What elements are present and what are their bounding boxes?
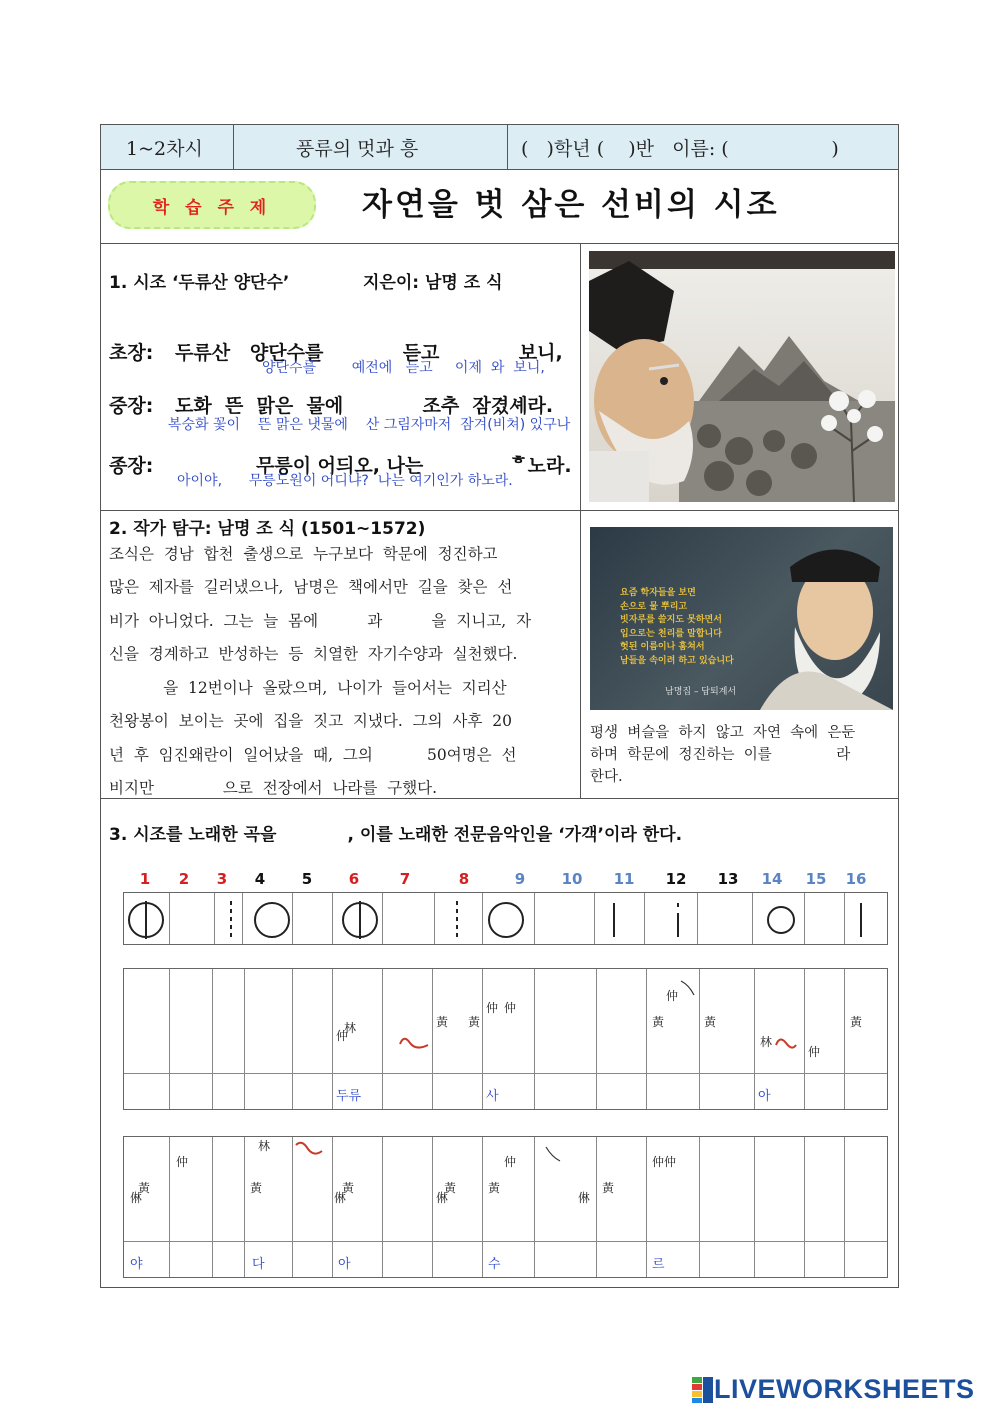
note: 黃 — [850, 1015, 863, 1029]
beat-number: 14 — [761, 870, 783, 888]
note: 㑣 — [334, 1191, 347, 1205]
note: 㑣 — [436, 1191, 449, 1205]
verse-gloss-2: 복숭화 꽃이 뜬 맑은 냇물에 산 그림자마저 잠겨(비쳐) 있구나 — [168, 417, 571, 433]
image-source: 남명집 – 답퇴계서 — [665, 687, 737, 697]
liveworksheets-logo-icon — [692, 1377, 714, 1403]
notation-grid-2 — [123, 1136, 888, 1278]
scholar-portrait-image — [590, 527, 893, 710]
beat-number: 2 — [178, 870, 190, 888]
image-caption-line: 평생 벼슬을 하지 않고 자연 속에 은둔 — [590, 725, 856, 741]
author-paragraph-line: 을 12번이나 올랐으며, 나이가 들어서는 지리산 — [109, 679, 507, 697]
lyric: 두류 — [336, 1089, 362, 1104]
author-paragraph-line: 비가 아니었다. 그는 늘 몸에 과 을 지니고, 자 — [109, 612, 532, 630]
note: 㑣 — [578, 1191, 591, 1205]
column-divider — [580, 243, 581, 798]
note: 林 — [344, 1021, 357, 1035]
lyric: 야 — [130, 1257, 143, 1272]
note: 仲 — [336, 1029, 349, 1043]
note: 黃 — [436, 1015, 449, 1029]
verse-gloss-1: 양단수를 예전에 듣고 이제 와 보니, — [262, 360, 545, 376]
lyric: 르 — [652, 1257, 665, 1272]
page-title: 자연을 벗 삼은 선비의 시조 — [362, 187, 780, 223]
beat-number: 4 — [254, 870, 266, 888]
beat-number: 10 — [561, 870, 583, 888]
beat-number: 15 — [805, 870, 827, 888]
verse-line-3: 무릉이 어듸오, 나는 ᄒ노라. — [256, 455, 572, 477]
topic-rule — [100, 243, 899, 244]
note: 仲 — [666, 989, 679, 1003]
note: 黃 — [342, 1181, 355, 1195]
scholar-landscape-illustration — [589, 251, 895, 502]
image-quote: 요즘 학자들을 보면 손으로 물 뿌리고 빗자루를 쓸지도 못하면서 입으로는 천리를 말합니다 헛된 이름이나 훔쳐서 남들을 속이려 하고 있습니다 — [620, 588, 734, 666]
beat-number: 8 — [458, 870, 470, 888]
verse-label-1: 초장: — [109, 342, 154, 364]
verse-line-1: 두류산 양단수를 듣고 보니, — [175, 342, 563, 364]
beat-number: 1 — [139, 870, 151, 888]
beat-number: 3 — [216, 870, 228, 888]
note: 仲 — [504, 1001, 517, 1015]
lyric: 아 — [758, 1089, 771, 1104]
beat-number: 13 — [717, 870, 739, 888]
beat-number: 6 — [348, 870, 360, 888]
note: 林 — [760, 1035, 773, 1049]
section-rule — [100, 798, 899, 799]
beat-number: 16 — [845, 870, 867, 888]
note: 黃 — [468, 1015, 481, 1029]
image-caption-line: 한다. — [590, 769, 623, 785]
section2-heading: 2. 작가 탐구: 남명 조 식 (1501~1572) — [109, 519, 426, 539]
note: 黃 — [250, 1181, 263, 1195]
unit-title: 풍류의 멋과 흥 — [296, 138, 419, 160]
author-paragraph-line: 신을 경계하고 반성하는 등 치열한 자기수양과 실천했다. — [109, 645, 518, 663]
header-rule — [100, 169, 899, 170]
note: 仲 — [808, 1045, 821, 1059]
author-paragraph-line: 천왕봉이 보이는 곳에 집을 짓고 지냈다. 그의 사후 20 — [109, 712, 512, 730]
logo-text: LIVEWORKSHEETS — [714, 1374, 975, 1404]
beat-number: 9 — [514, 870, 526, 888]
note: 黃 — [704, 1015, 717, 1029]
verse-line-2: 도화 뜬 맑은 물에 조추 잠겼셰라. — [175, 395, 554, 417]
verse-label-3: 종장: — [109, 455, 154, 477]
image-caption-line: 하며 학문에 정진하는 이를 라 — [590, 747, 851, 763]
header-divider — [507, 124, 508, 169]
section-rule — [100, 510, 899, 511]
section3-heading: 3. 시조를 노래한 곡을 , 이를 노래한 전문음악인을 ‘가객’이라 한다. — [109, 825, 683, 845]
lyric: 사 — [486, 1089, 499, 1104]
author-paragraph-line: 많은 제자를 길러냈으나, 남명은 책에서만 길을 찾은 선 — [109, 578, 513, 596]
rhythm-symbol-grid — [123, 892, 888, 945]
lyric: 아 — [338, 1257, 351, 1272]
note: 黃 — [602, 1181, 615, 1195]
note: 黃 — [652, 1015, 665, 1029]
session-label: 1~2차시 — [126, 138, 203, 160]
section1-author: 지은이: 남명 조 식 — [363, 273, 503, 293]
verse-label-2: 중장: — [109, 395, 154, 417]
beat-number: 5 — [301, 870, 313, 888]
note: 黃 — [488, 1181, 501, 1195]
beat-number: 12 — [665, 870, 687, 888]
note: 黃 — [444, 1181, 457, 1195]
verse-gloss-3: 아이야, 무릉도원이 어디냐? 나는 여기인가 하노라. — [177, 473, 513, 489]
lyric: 수 — [488, 1257, 501, 1272]
header-divider — [233, 124, 234, 169]
beat-number: 11 — [613, 870, 635, 888]
notation-grid-1 — [123, 968, 888, 1110]
beat-number: 7 — [399, 870, 411, 888]
student-info[interactable]: ( )학년 ( )반 이름: ( ) — [521, 138, 839, 160]
author-paragraph-line: 조식은 경남 합천 출생으로 누구보다 학문에 정진하고 — [109, 545, 498, 563]
lyric: 다 — [252, 1257, 265, 1272]
note: 㑣 — [130, 1191, 143, 1205]
author-paragraph-line: 비지만 으로 전장에서 나라를 구했다. — [109, 779, 438, 797]
note: 黃 — [138, 1181, 151, 1195]
section1-heading: 1. 시조 ‘두류산 양단수’ — [109, 273, 290, 293]
learning-topic-badge: 학 습 주 제 — [108, 181, 316, 229]
note: 仲仲 — [652, 1155, 677, 1169]
note: 仲 — [176, 1155, 189, 1169]
note: 仲 — [504, 1155, 517, 1169]
liveworksheets-logo[interactable] — [692, 1374, 975, 1405]
author-paragraph-line: 년 후 임진왜란이 일어났을 때, 그의 50여명은 선 — [109, 746, 517, 764]
note: 林 — [258, 1139, 271, 1153]
note: 仲 — [486, 1001, 499, 1015]
